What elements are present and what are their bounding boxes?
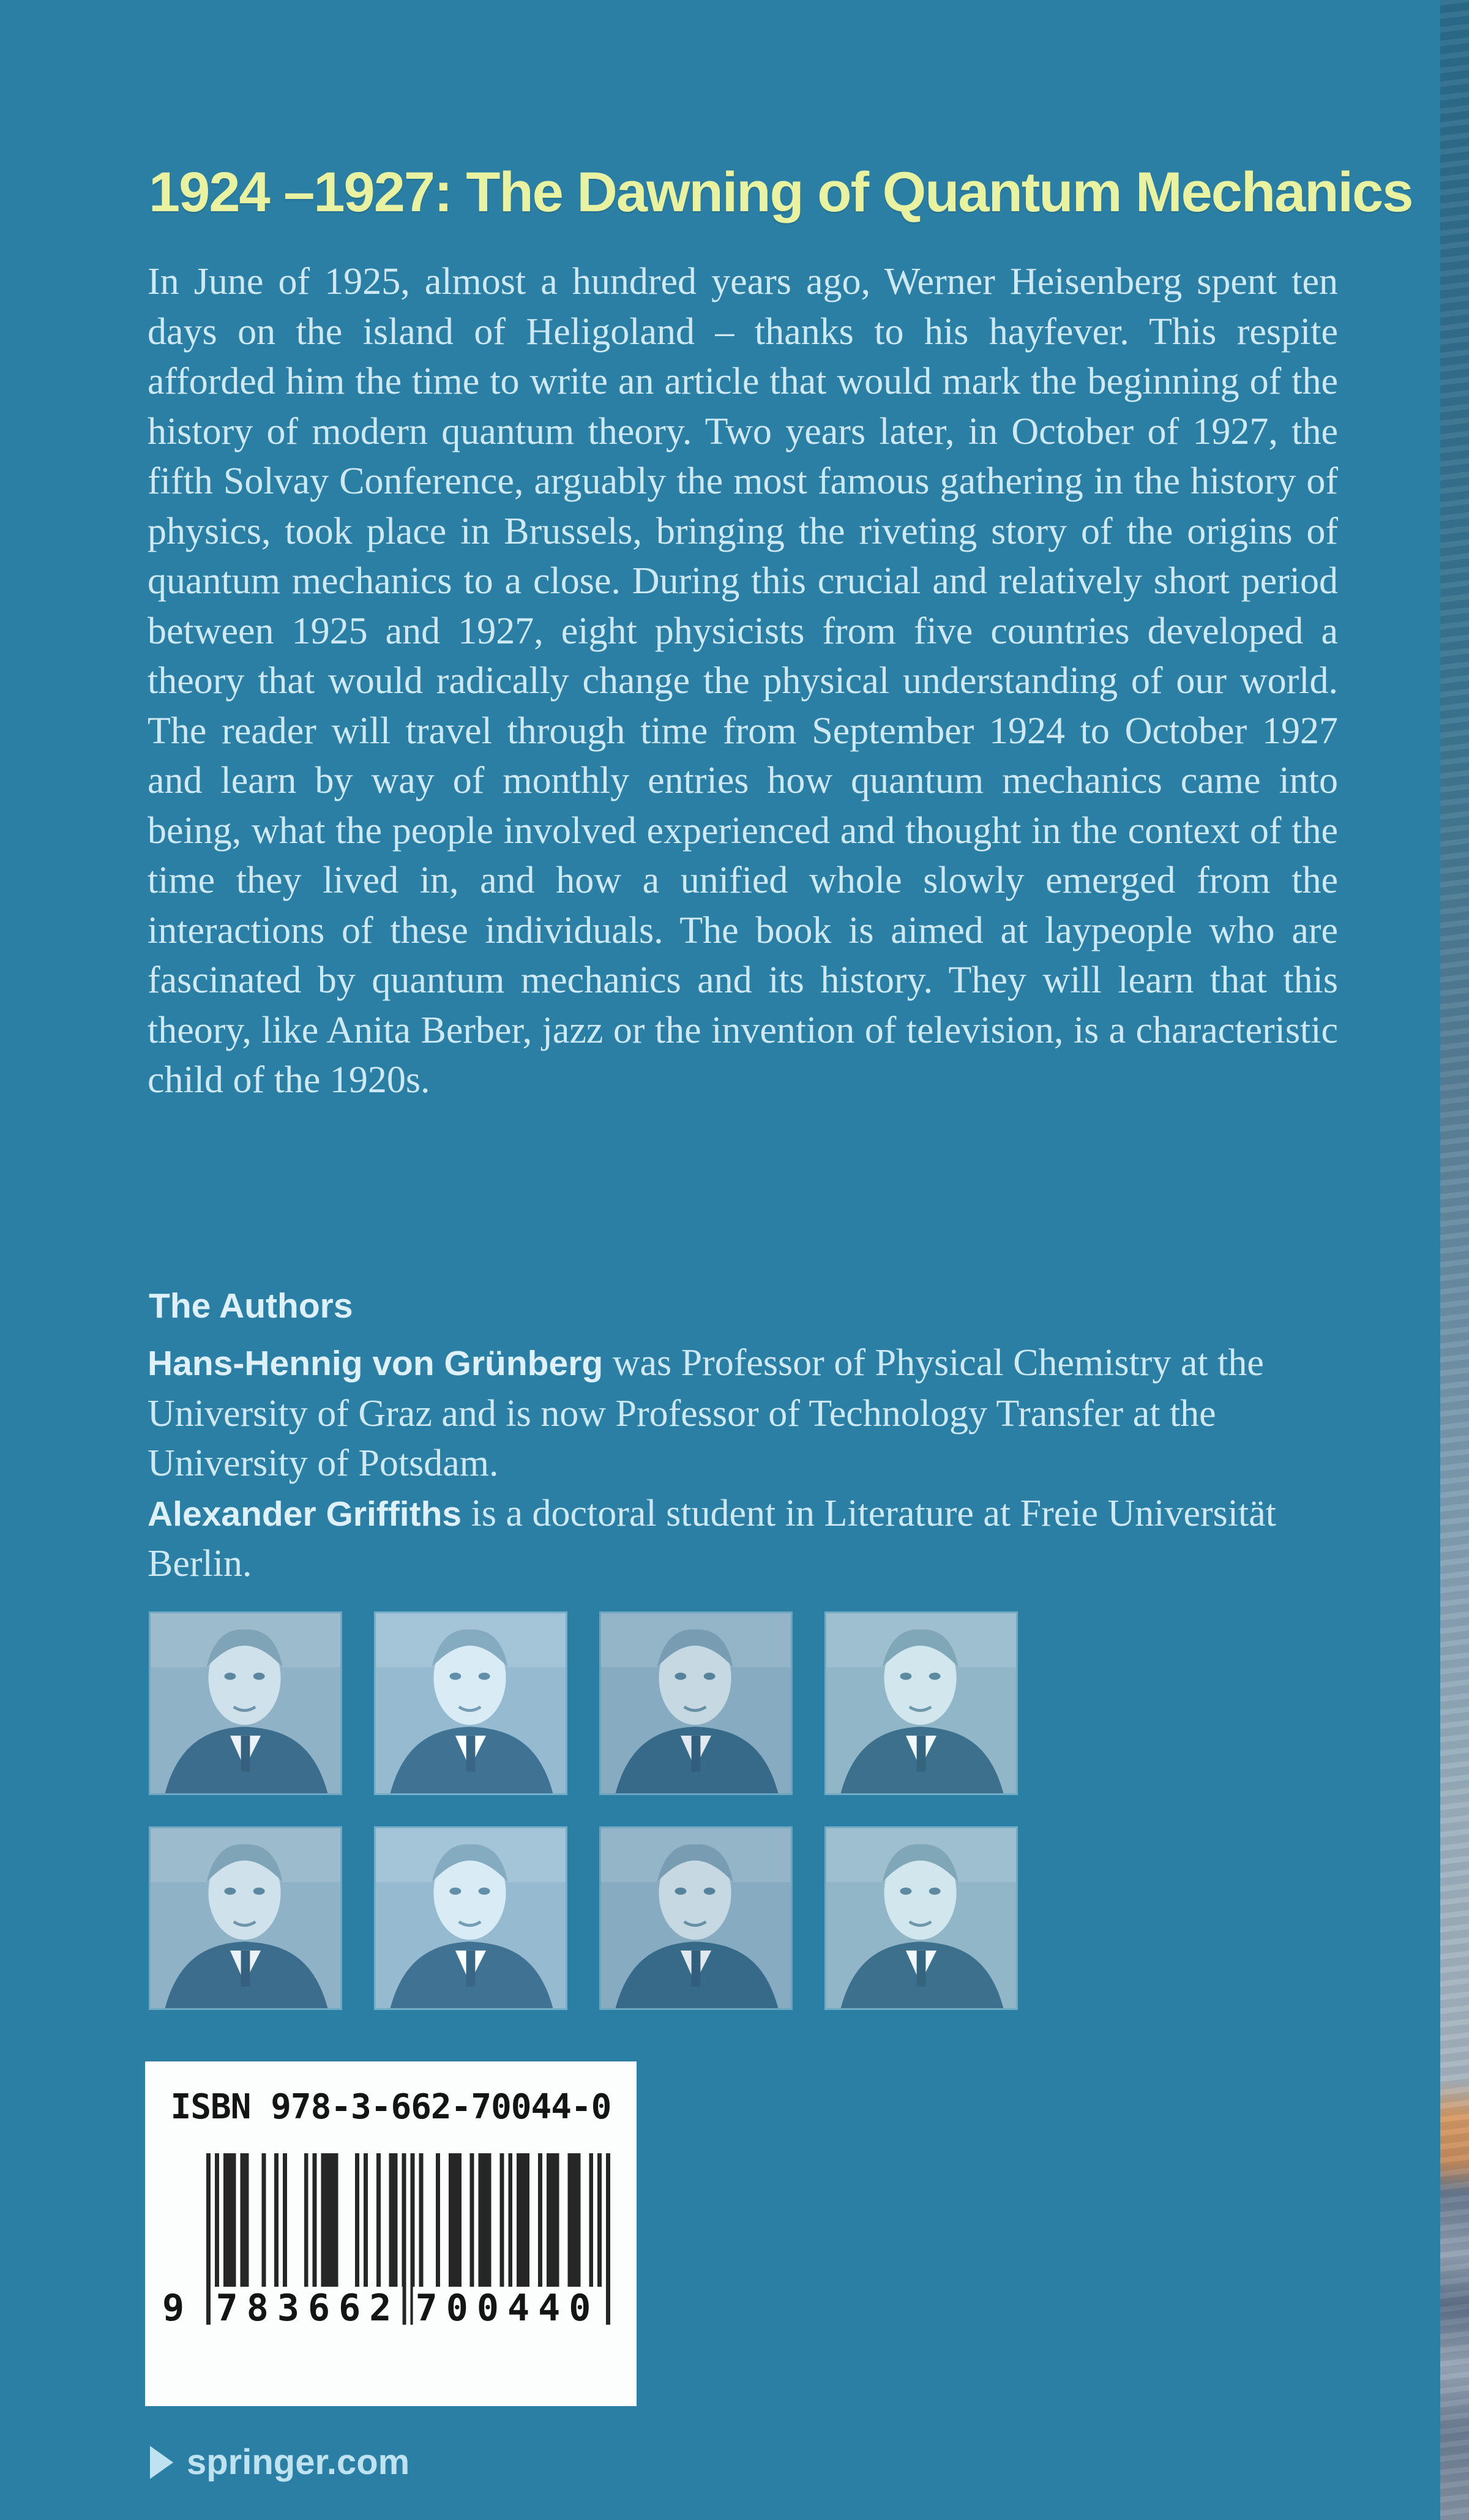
isbn-label: ISBN 978-3-662-70044-0 <box>170 2087 611 2127</box>
portrait-image <box>151 1613 340 1793</box>
springer-footer[interactable] <box>150 2442 409 2483</box>
springer-arrow-icon <box>150 2446 173 2479</box>
physicist-portrait-photo <box>376 1613 566 1793</box>
portrait-image <box>151 1828 340 2008</box>
portrait-image <box>601 1613 791 1793</box>
portrait-image <box>376 1613 566 1793</box>
author-name: Hans-Hennig von Grünberg <box>148 1344 604 1383</box>
author-entry <box>148 1338 1338 1489</box>
physicist-portrait-photo <box>151 1828 340 2008</box>
isbn-barcode-box <box>145 2061 637 2406</box>
physicist-portrait-photo <box>601 1613 791 1793</box>
portrait-image <box>826 1613 1016 1793</box>
author-bio: is a doctoral student in Literature at Freie Universität Berlin. <box>148 1492 1276 1584</box>
barcode-digit-first: 9 <box>162 2287 185 2330</box>
authors-heading: The Authors <box>149 1286 353 1326</box>
physicist-portrait-photo <box>601 1828 791 2008</box>
seascape-edge-photo <box>1440 0 1469 2520</box>
physicist-portrait-photo <box>151 1613 340 1793</box>
portrait-image <box>601 1828 791 2008</box>
portrait-image <box>826 1828 1016 2008</box>
portrait-grid <box>151 1613 1016 2008</box>
barcode-digits-left: 783662 <box>214 2287 403 2336</box>
author-entry <box>148 1489 1338 1589</box>
author-name: Alexander Griffiths <box>148 1494 462 1534</box>
portrait-image <box>376 1828 566 2008</box>
physicist-portrait-photo <box>826 1613 1016 1793</box>
physicist-portrait-photo <box>376 1828 566 2008</box>
authors-block <box>148 1338 1338 1589</box>
author-bio: was Professor of Physical Chemistry at the University of Graz and is now Professor of Technology Transfer at the University of Potsdam. <box>148 1342 1264 1484</box>
book-description: In June of 1925, almost a hundred years ago, Werner Heisenberg spent ten days on the island of Heligoland – thanks to his hayfever. This respite afforded him the time to write an article that would mark the beginning of the history of modern quantum theory. Two years later, in October of 1927, the fifth Solvay Conference, arguably the most famous gathering in the history of physics, took place in Brussels, bringing the riveting story of the origins of quantum mechanics to a close. During this crucial and relatively short period between 1925 and 1927, eight physicists from five countries developed a theory that would radically change the physical understanding of our world. The reader will travel through time from September 1924 to October 1927 and learn by way of monthly entries how quantum mechanics came into being, what the people involved experienced and thought in the context of the time they lived in, and how a unified whole slowly emerged from the interactions of these individuals. The book is aimed at laypeople who are fascinated by quantum mechanics and its history. They will learn that this theory, like Anita Berber, jazz or the invention of television, is a characteristic child of the 1920s. <box>148 261 1338 1101</box>
physicist-portrait-photo <box>826 1828 1016 2008</box>
springer-link[interactable]: springer.com <box>187 2442 410 2482</box>
page-title: 1924 –1927: The Dawning of Quantum Mechanics <box>149 161 1413 223</box>
barcode-digits-right: 700440 <box>413 2287 602 2336</box>
